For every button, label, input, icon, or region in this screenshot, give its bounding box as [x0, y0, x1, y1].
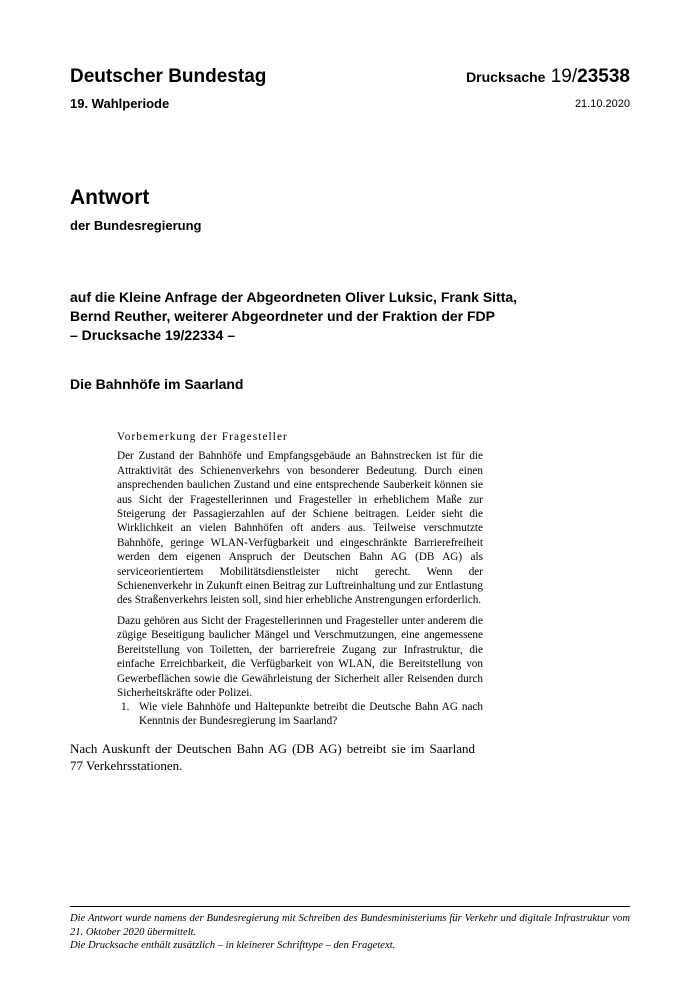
document-subtitle: der Bundesregierung: [70, 218, 202, 233]
question-number: 1.: [121, 701, 130, 713]
answer-1: [70, 741, 475, 774]
footer-note: Die Antwort wurde namens der Bundesregierung mit Schreiben des Bundesministeriums für Verkehr und digitale Infrastruktur vom 21. Oktober 2020 übermittelt.: [70, 913, 630, 938]
question-1: [117, 700, 483, 729]
preface-paragraph: Der Zustand der Bahnhöfe und Empfangsgebäude an Bahnstrecken ist für die Attraktivität des Schienenverkehrs von besonderer Bedeutung. Durch einen ansprechenden baulichen Zustand und eine entsprechende Sauberkeit können sie aus Sicht der Fragestellerinnen und Fragesteller in erheblichem Maße zur Steigerung der Passagierzahlen auf der Schiene beitragen. Leider sieht die Wirklichkeit an vielen Bahnhöfen oft anders aus. Teilweise verschmutzte Bahnhöfe, geringe WLAN-Verfügbarkeit und eingeschränkte Barrierefreiheit werden dem eigenen Anspruch der Deutschen Bahn AG (DB AG) als serviceorientiertem Mobilitätsdienstleister nicht gerecht. Wenn der Schienenverkehr in Zukunft einen Beitrag zur Luftreinhaltung und zur Entlastung des Straßenverkehrs leisten soll, sind hier erhebliche Anstrengungen erforderlich.: [117, 450, 483, 607]
footer-note: Die Drucksache enthält zusätzlich – in kleinerer Schrifttype – den Fragetext.: [70, 940, 396, 952]
question-text: Wie viele Bahnhöfe und Haltepunkte betreibt die Deutsche Bahn AG nach Kenntnis der Bundesregierung im Saarland?: [139, 701, 483, 728]
document-date: 21.10.2020: [574, 98, 630, 110]
drucksache-number-main: 23538: [577, 66, 630, 87]
organization-name: Deutscher Bundestag: [70, 66, 267, 87]
footer-divider: [70, 906, 630, 907]
answer-line: 77 Verkehrsstationen.: [70, 757, 183, 773]
drucksache-id: [466, 66, 630, 88]
preface-heading: Vorbemerkung der Fragesteller: [117, 431, 288, 443]
inquiry-reference: [70, 288, 590, 345]
inquiry-line: Bernd Reuther, weiterer Abgeordneter und der Fraktion der FDP: [70, 308, 495, 324]
legislative-period: 19. Wahlperiode: [70, 96, 170, 111]
preface-paragraph: Dazu gehören aus Sicht der Fragestellerinnen und Fragesteller unter anderem die zügige Beseitigung baulicher Mängel und Verschmutzungen, eine angemessene Bereitstellung von Toiletten, der barrierefreie Zugang zur Infrastruktur, die einfache Erreichbarkeit, die Verfügbarkeit von WLAN, die Bereitstellung von Gewerbeflächen sowie die Gewährleistung der Sicherheit aller Reisenden durch Sicherheitskräfte oder Polizei.: [117, 614, 483, 699]
drucksache-label: Drucksache: [466, 69, 546, 85]
preface-section: [117, 430, 483, 706]
topic-heading: Die Bahnhöfe im Saarland: [70, 376, 244, 392]
footer-notes: [70, 912, 630, 953]
inquiry-line: auf die Kleine Anfrage der Abgeordneten Oliver Luksic, Frank Sitta,: [70, 289, 518, 305]
answer-line: Nach Auskunft der Deutschen Bahn AG (DB AG) betreibt sie im Saarland: [70, 741, 475, 756]
document-title: Antwort: [70, 186, 150, 209]
inquiry-line: – Drucksache 19/22334 –: [70, 327, 236, 343]
drucksache-number-prefix: 19/: [550, 66, 578, 87]
